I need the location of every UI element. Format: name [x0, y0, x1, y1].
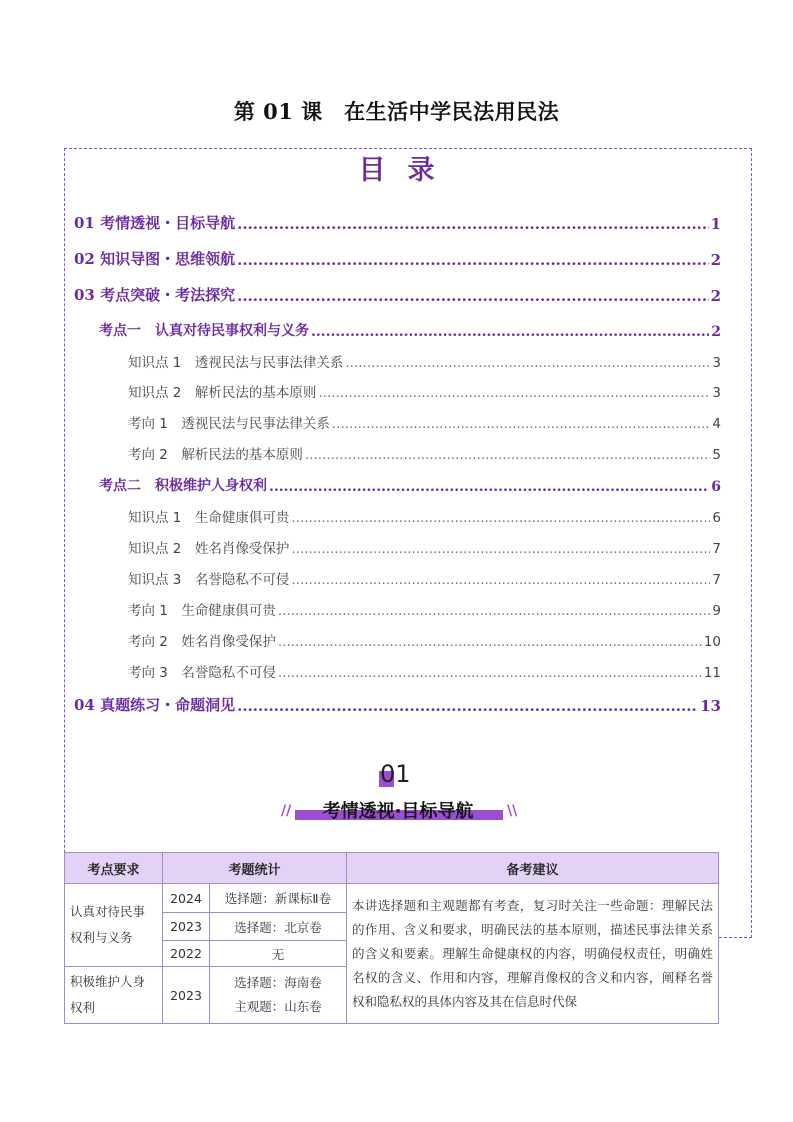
toc-entry-text: 知识点 1 生命健康俱可贵: [128, 510, 290, 526]
toc-leader: [278, 665, 702, 681]
toc-entry[interactable]: [74, 212, 721, 233]
toc-entry-page: 6: [712, 510, 721, 526]
toc-entry-text: 考向 2 姓名肖像受保护: [128, 634, 276, 650]
toc-entry-text: 考向 3 名誉隐私不可侵: [128, 665, 276, 681]
toc-leader: [278, 634, 702, 650]
toc-entry[interactable]: [128, 381, 721, 401]
toc-entry-page: 2: [710, 287, 721, 305]
requirement-cell: 认真对待民事权利与义务: [65, 884, 163, 967]
toc-entry-text: 考点一 认真对待民事权利与义务: [99, 323, 309, 339]
toc-leader: [291, 510, 710, 526]
toc-entry-text: 01 考情透视・目标导航: [74, 214, 236, 232]
advice-cell: 本讲选择题和主观题都有考查，复习时关注一些命题：理解民法的作用、含义和要求，明确民法的基本原则，描述民事法律关系的含义和要素。理解生命健康权的内容，明确侵权责任，明确姓名权的含义、作用和内容，理解肖像权的含义和内容，阐释名誉权和隐私权的具体内容及其在信息时代保: [347, 884, 719, 1024]
table-row: [65, 884, 719, 913]
table-header: 考题统计: [163, 853, 347, 884]
document-title: 第 01 课 在生活中学民法用民法: [233, 99, 560, 124]
toc-entry-page: 4: [712, 416, 721, 432]
requirement-cell: 积极维护人身权利: [65, 967, 163, 1024]
toc-leader: [318, 385, 710, 401]
toc-entry[interactable]: [74, 284, 721, 305]
toc-entry[interactable]: [99, 475, 721, 495]
toc-entry-page: 2: [711, 324, 721, 340]
stat-line: 主观题：山东卷: [234, 999, 322, 1014]
toc-entry-page: 9: [712, 603, 721, 619]
toc-leader: [311, 324, 709, 340]
section-title: 考情透视·目标导航: [322, 801, 474, 822]
banner-deco-right: \\: [507, 803, 518, 819]
toc-entry-text: 考向 1 透视民法与民事法律关系: [128, 416, 330, 432]
toc-entry-page: 7: [712, 541, 721, 557]
toc-entry-text: 知识点 1 透视民法与民事法律关系: [128, 355, 344, 371]
toc-entry-page: 3: [712, 385, 721, 401]
toc-heading: 目录: [358, 155, 457, 186]
toc-leader: [278, 603, 711, 619]
toc-leader: [237, 251, 708, 269]
year-cell: 2023: [163, 967, 210, 1024]
toc-leader: [237, 215, 708, 233]
toc-entry[interactable]: [128, 506, 721, 526]
toc-entry[interactable]: [128, 351, 721, 371]
toc-leader: [291, 541, 710, 557]
toc-entry-text: 04 真题练习・命题洞见: [74, 696, 236, 714]
toc-entry-text: 考向 2 解析民法的基本原则: [128, 447, 303, 463]
toc-leader: [237, 697, 698, 715]
toc-entry[interactable]: [128, 537, 721, 557]
section-number: 01: [380, 760, 411, 788]
toc-entry[interactable]: [128, 630, 721, 650]
toc-leader: [345, 355, 710, 371]
table-header-row: [65, 853, 719, 884]
toc-entry-text: 02 知识导图・思维领航: [74, 250, 236, 268]
toc-entry-page: 3: [712, 355, 721, 371]
toc-entry-page: 11: [703, 665, 721, 681]
toc-entry[interactable]: [128, 443, 721, 463]
stat-cell: [210, 967, 347, 1024]
toc-entry-page: 13: [700, 697, 721, 715]
banner-deco-left: //: [281, 803, 292, 819]
year-cell: 2023: [163, 913, 210, 941]
toc-entry[interactable]: [74, 694, 721, 715]
toc-leader: [332, 416, 711, 432]
toc-entry-page: 1: [710, 215, 721, 233]
toc-entry-page: 5: [712, 447, 721, 463]
table-header: 备考建议: [347, 853, 719, 884]
toc-entry-text: 考向 1 生命健康俱可贵: [128, 603, 276, 619]
toc-leader: [291, 572, 710, 588]
toc-entry-text: 知识点 3 名誉隐私不可侵: [128, 572, 290, 588]
toc-entry-text: 03 考点突破・考法探究: [74, 286, 236, 304]
stat-line: 选择题：海南卷: [234, 975, 322, 990]
toc-entry[interactable]: [74, 248, 721, 269]
toc-entry-text: 知识点 2 姓名肖像受保护: [128, 541, 290, 557]
toc-entry-page: 6: [711, 479, 721, 495]
toc-leader: [305, 447, 711, 463]
table-header: 考点要求: [65, 853, 163, 884]
toc-entry[interactable]: [128, 661, 721, 681]
toc-entry-text: 知识点 2 解析民法的基本原则: [128, 385, 317, 401]
year-cell: 2022: [163, 941, 210, 967]
toc-entry[interactable]: [99, 320, 721, 340]
exam-table: [64, 852, 719, 1024]
stat-cell: 选择题：新课标Ⅱ卷: [210, 884, 347, 913]
toc-entry-text: 考点二 积极维护人身权利: [99, 478, 267, 494]
toc-entry-page: 2: [710, 251, 721, 269]
toc-entry-page: 10: [703, 634, 721, 650]
toc-entry-page: 7: [712, 572, 721, 588]
toc-leader: [269, 479, 709, 495]
toc-entry[interactable]: [128, 599, 721, 619]
year-cell: 2024: [163, 884, 210, 913]
stat-cell: 无: [210, 941, 347, 967]
toc-leader: [237, 287, 708, 305]
toc-entry[interactable]: [128, 412, 721, 432]
toc-entry[interactable]: [128, 568, 721, 588]
stat-cell: 选择题：北京卷: [210, 913, 347, 941]
